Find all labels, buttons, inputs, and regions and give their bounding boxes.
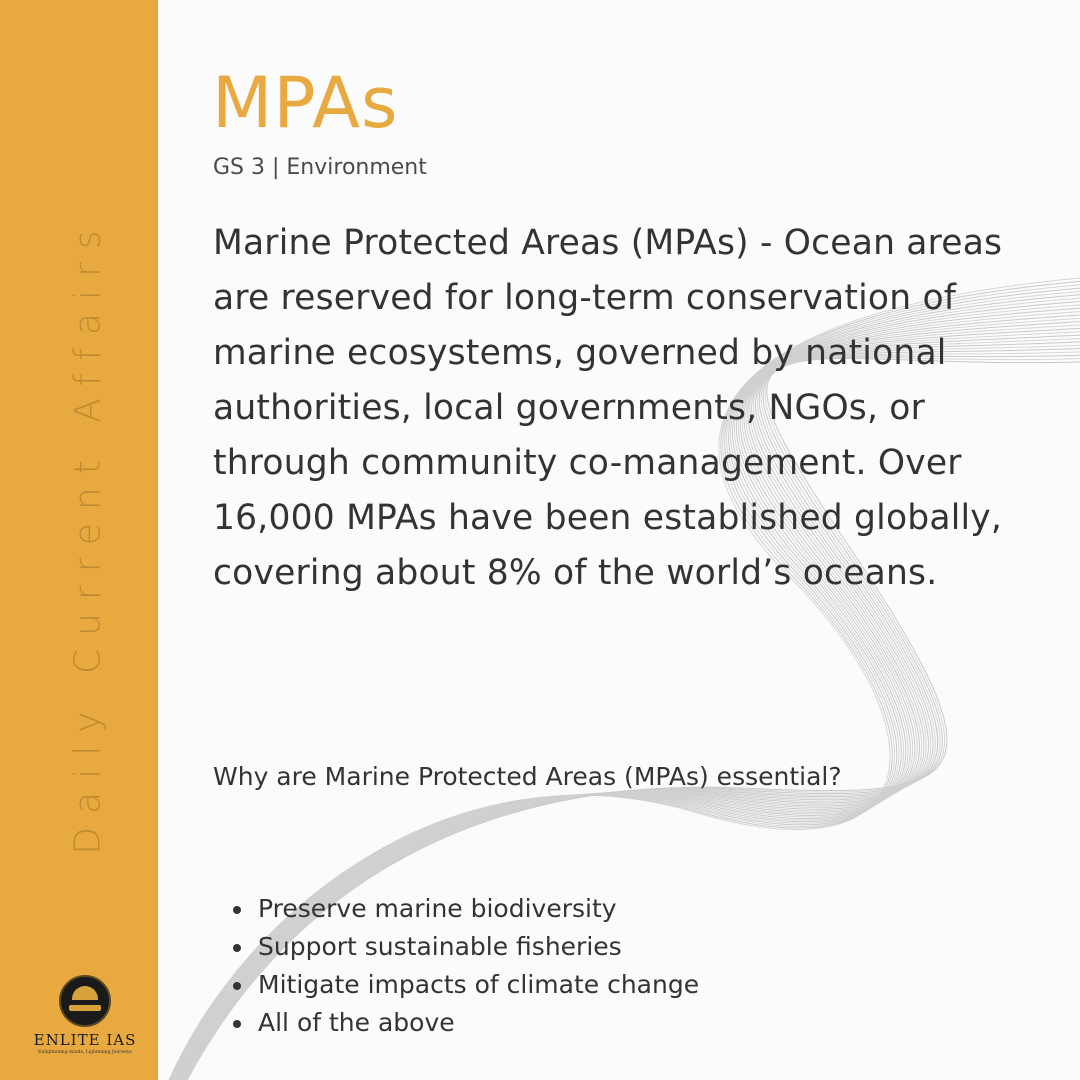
option-list <box>258 890 699 1042</box>
option-item: Mitigate impacts of climate change <box>258 966 699 1004</box>
page-subtitle: GS 3 | Environment <box>213 155 427 180</box>
page-title: MPAs <box>212 62 399 144</box>
sidebar-label: Daily Current Affairs <box>67 217 109 855</box>
sidebar <box>0 0 158 1080</box>
option-item: Preserve marine biodiversity <box>258 890 699 928</box>
logo <box>30 975 140 1055</box>
logo-emblem-icon <box>59 975 111 1027</box>
body-paragraph: Marine Protected Areas (MPAs) - Ocean areas are reserved for long-term conservation of marine ecosystems, governed by national authorities, local governments, NGOs, or through community co-management. Over 16,000 MPAs have been established globally, covering about 8% of the world’s oceans. <box>213 223 1003 593</box>
option-item: Support sustainable fisheries <box>258 928 699 966</box>
logo-name: ENLITE IAS <box>33 1031 137 1049</box>
question-text: Why are Marine Protected Areas (MPAs) essential? <box>213 762 842 791</box>
logo-tagline: Enlightening minds, Lightening Journeys <box>38 1050 132 1055</box>
option-item: All of the above <box>258 1004 699 1042</box>
